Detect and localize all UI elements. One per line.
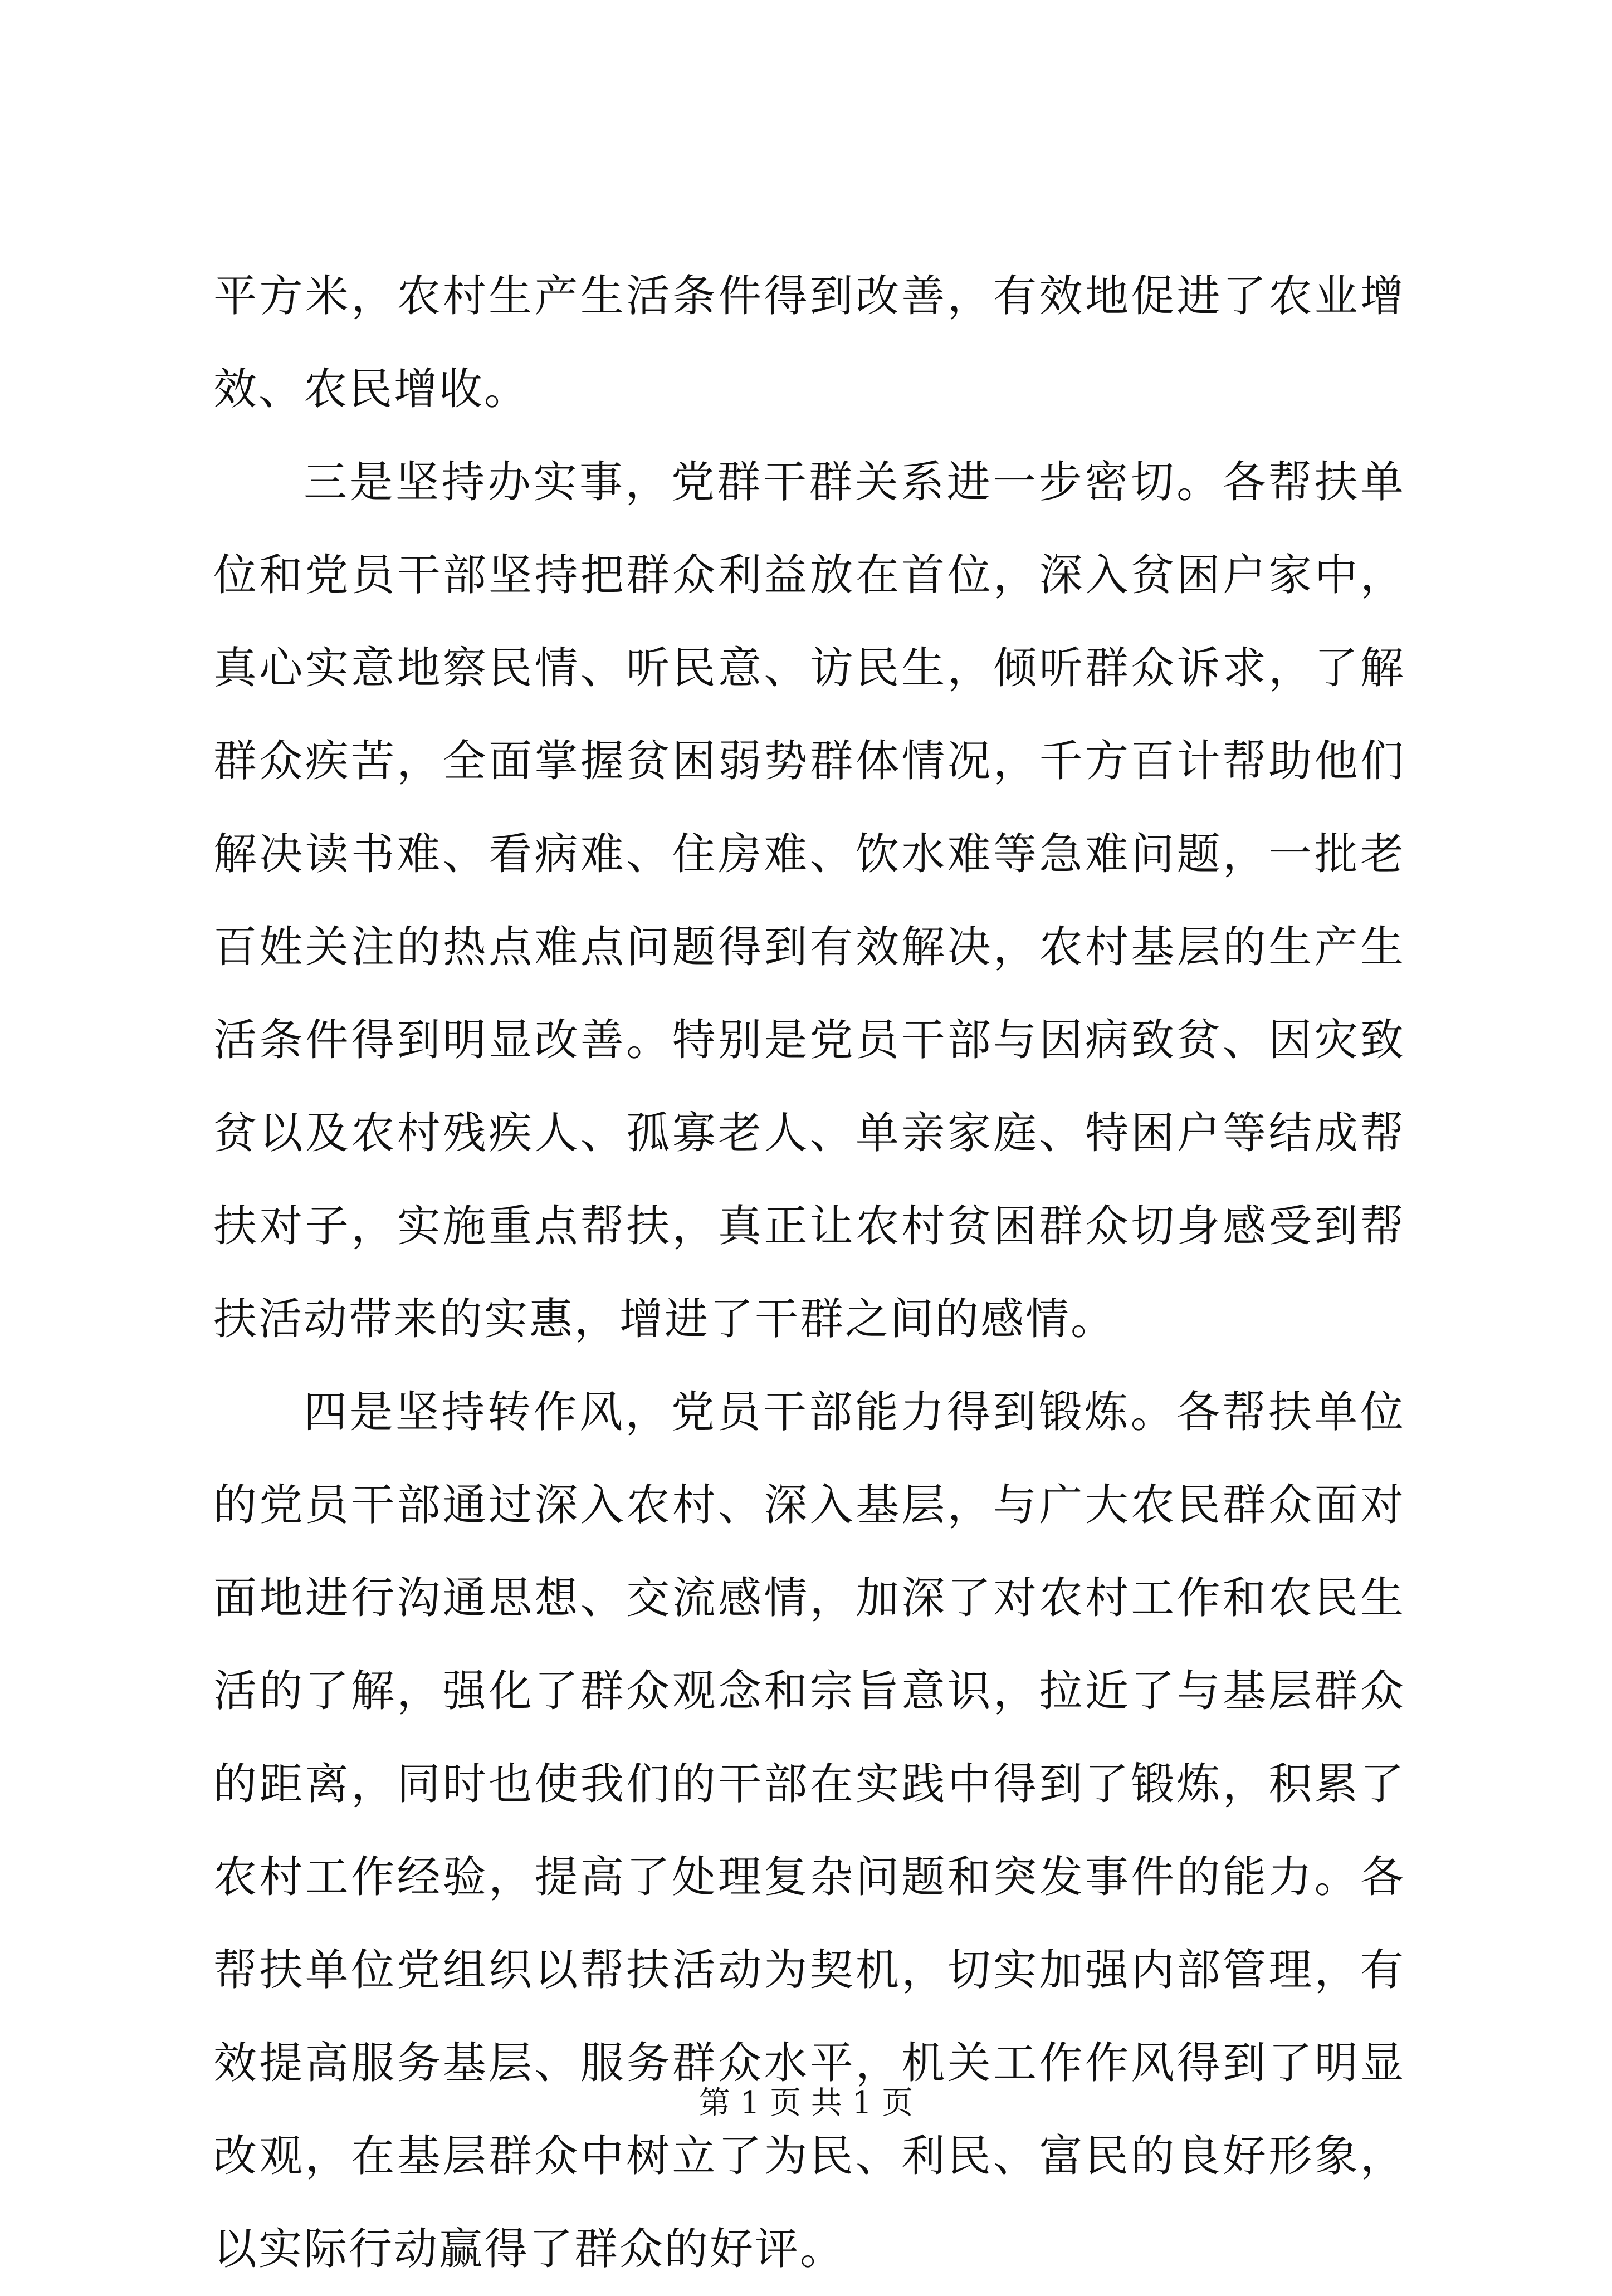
paragraph-2: 三是坚持办实事，党群干群关系进一步密切。各帮扶单位和党员干部坚持把群众利益放在首位，深入贫困户家中，真心实意地察民情、听民意、访民生，倾听群众诉求，了解群众疾苦，全面掌握贫困弱势群体情况，千方百计帮助他们解决读书难、看病难、住房难、饮水难等急难问题，一批老百姓关注的热点难点问题得到有效解决，农村基层的生产生活条件得到明显改善。特别是党员干部与因病致贫、因灾致贫以及农村残疾人、孤寡老人、单亲家庭、特困户等结成帮扶对子，实施重点帮扶，真正让农村贫困群众切身感受到帮扶活动带来的实惠，增进了干群之间的感情。	[213, 457, 1405, 1344]
paragraph-3: 四是坚持转作风，党员干部能力得到锻炼。各帮扶单位的党员干部通过深入农村、深入基层，与广大农民群众面对面地进行沟通思想、交流感情，加深了对农村工作和农民生活的了解，强化了群众观念和宗旨意识，拉近了与基层群众的距离，同时也使我们的干部在实践中得到了锻炼，积累了农村工作经验，提高了处理复杂问题和突发事件的能力。各帮扶单位党组织以帮扶活动为契机，切实加强内部管理，有效提高服务基层、服务群众水平，机关工作作风得到了明显改观，在基层群众中树立了为民、利民、富民的良好形象，以实际行动赢得了群众的好评。	[213, 1387, 1405, 2274]
paragraph-1: 平方米，农村生产生活条件得到改善，有效地促进了农业增效、农民增收。	[213, 271, 1405, 414]
page-number-footer: 第 1 页 共 1 页	[698, 2085, 914, 2121]
document-body	[213, 250, 1405, 2296]
